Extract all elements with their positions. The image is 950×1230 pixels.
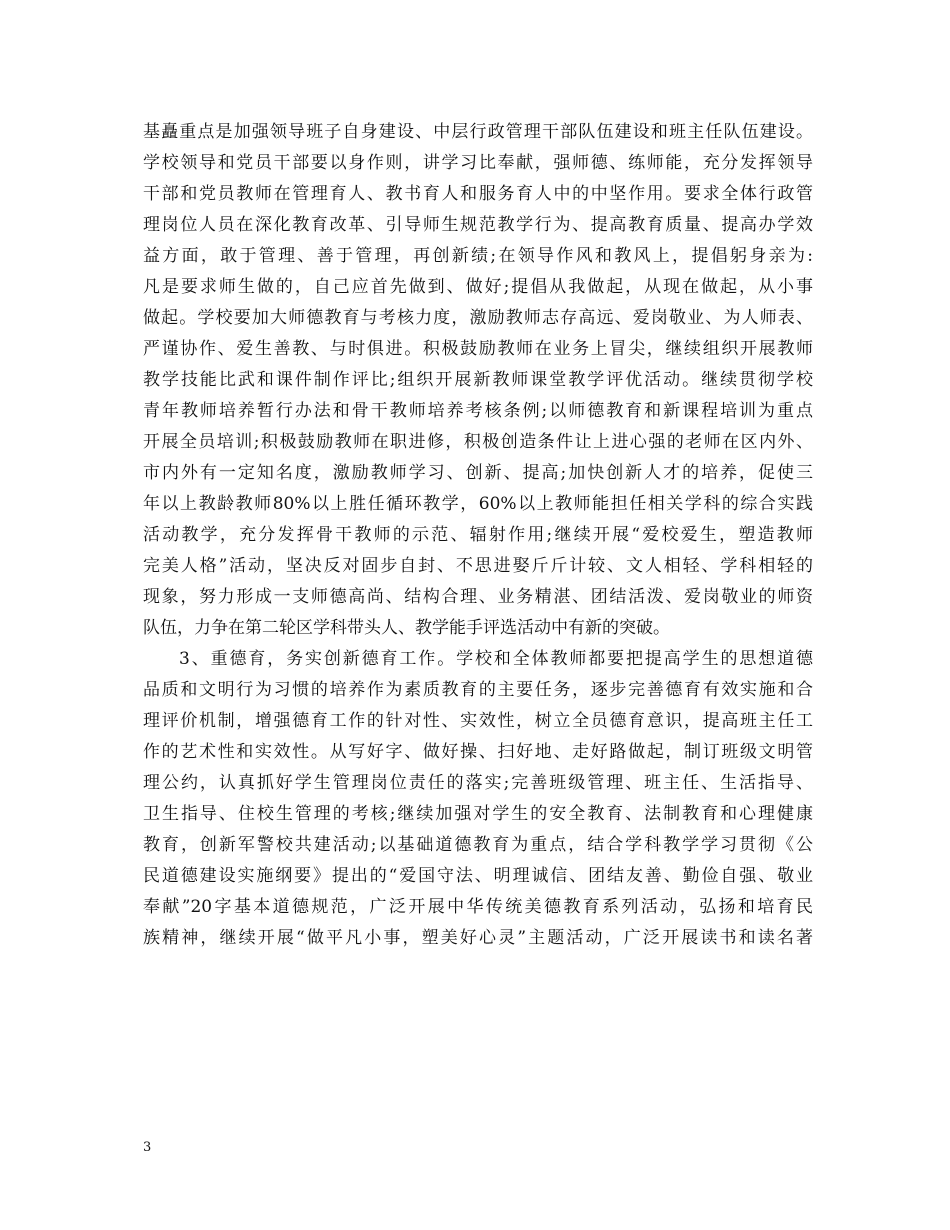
text-line: 严谨协作、爱生善教、与时俱进。积极鼓励教师在业务上冒尖，继续组织开展教师	[143, 339, 813, 359]
text-line: 活动教学，充分发挥骨干教师的示范、辐射作用;继续开展“爱校爱生，塑造教师	[143, 525, 813, 545]
text-line: 教学技能比武和课件制作评比;组织开展新教师课堂教学评优活动。继续贯彻学校	[143, 370, 813, 390]
text-line: 益方面，敢于管理、善于管理，再创新绩;在领导作风和教风上，提倡躬身亲为:	[143, 246, 813, 266]
text-line: 学校领导和党员干部要以身作则，讲学习比奉献，强师德、练师能，充分发挥领导	[143, 153, 813, 173]
text-line: 教育，创新军警校共建活动;以基础道德教育为重点，结合学科教学学习贯彻《公	[143, 835, 813, 855]
text-line: 理岗位人员在深化教育改革、引导师生规范教学行为、提高教育质量、提高办学效	[143, 215, 813, 235]
text-line: 卫生指导、住校生管理的考核;继续加强对学生的安全教育、法制教育和心理健康	[143, 804, 813, 824]
page-number: 3	[143, 1140, 152, 1155]
body-text	[143, 117, 813, 954]
text-line: 市内外有一定知名度，激励教师学习、创新、提高;加快创新人才的培养，促使三	[143, 463, 813, 483]
text-line: 凡是要求师生做的，自己应首先做到、做好;提倡从我做起，从现在做起，从小事	[143, 277, 813, 297]
text-line: 干部和党员教师在管理育人、教书育人和服务育人中的中坚作用。要求全体行政管	[143, 184, 813, 204]
text-line: 现象，努力形成一支师德高尚、结构合理、业务精湛、团结活泼、爱岗敬业的师资	[143, 587, 813, 607]
text-line: 青年教师培养暂行办法和骨干教师培养考核条例;以师德教育和新课程培训为重点	[143, 401, 813, 421]
text-line: 基矗重点是加强领导班子自身建设、中层行政管理干部队伍建设和班主任队伍建设。	[143, 122, 813, 142]
text-line: 做起。学校要加大师德教育与考核力度，激励教师志存高远、爱岗敬业、为人师表、	[143, 308, 813, 328]
text-line: 完美人格”活动，坚决反对固步自封、不思进娶斤斤计较、文人相轻、学科相轻的	[143, 556, 813, 576]
text-line: 奉献”20字基本道德规范，广泛开展中华传统美德教育系列活动，弘扬和培育民	[143, 897, 813, 917]
text-line: 理评价机制，增强德育工作的针对性、实效性，树立全员德育意识，提高班主任工	[143, 711, 813, 731]
text-line: 开展全员培训;积极鼓励教师在职进修，积极创造条件让上进心强的老师在区内外、	[143, 432, 813, 452]
text-line: 年以上教龄教师80%以上胜任循环教学，60%以上教师能担任相关学科的综合实践	[143, 494, 813, 514]
text-line: 作的艺术性和实效性。从写好字、做好操、扫好地、走好路做起，制订班级文明管	[143, 742, 813, 762]
text-line: 队伍，力争在第二轮区学科带头人、教学能手评选活动中有新的突破。	[143, 618, 670, 638]
text-line: 族精神，继续开展“做平凡小事，塑美好心灵”主题活动，广泛开展读书和读名著	[143, 928, 813, 948]
text-line: 理公约，认真抓好学生管理岗位责任的落实;完善班级管理、班主任、生活指导、	[143, 773, 813, 793]
paragraph-heading-line: 3、重德育，务实创新德育工作。学校和全体教师都要把提高学生的思想道德	[179, 649, 813, 669]
text-line: 品质和文明行为习惯的培养作为素质教育的主要任务，逐步完善德育有效实施和合	[143, 680, 813, 700]
text-line: 民道德建设实施纲要》提出的“爱国守法、明理诚信、团结友善、勤俭自强、敬业	[143, 866, 813, 886]
